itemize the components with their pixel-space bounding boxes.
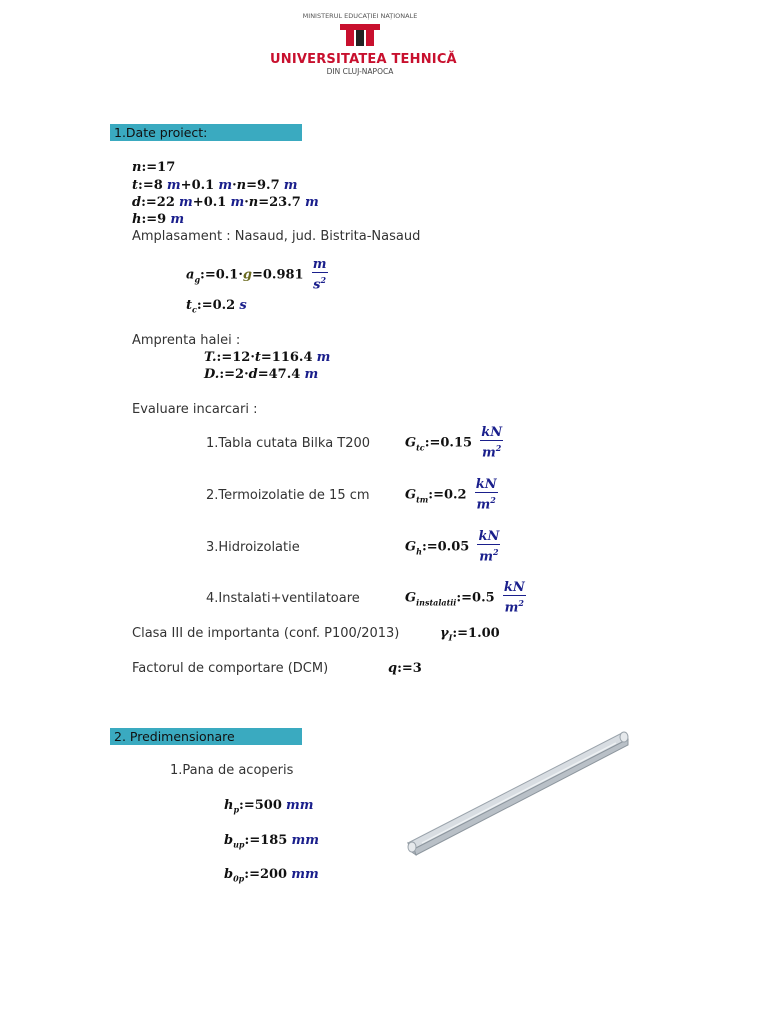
university-name: UNIVERSITATEA TEHNICĂ [270,52,457,67]
eq-t: t:=8 m+0.1 m·n=9.7 m [132,178,298,193]
eq-h: h:=9 m [132,212,185,227]
pana-subtitle: 1.Pana de acoperis [170,763,294,778]
amprenta-text: Amprenta halei : [132,333,241,348]
section-1-header: 1.Date proiect: [110,124,302,141]
clasa-text: Clasa III de importanta (conf. P100/2013) [132,626,400,641]
load-formula: $G_{tc}:=0.15$ $\frac{kN}{m^2}$ [405,425,503,461]
eq-bup: $b_{up}:=185$ mm [224,833,320,850]
eq-b0p: $b_{0p}:=200$ mm [224,867,319,884]
ministry-label: MINISTERUL EDUCAȚIEI NAȚIONALE [302,12,418,20]
eq-ag: $a_g:=0.1\cdot g=0.981$ $\frac{m}{s^2}$ [186,257,327,293]
load-label: 3.Hidroizolatie [206,540,300,555]
university-logo [270,12,457,76]
section-2-header: 2. Predimensionare [110,728,302,745]
eq-d: d:=22 m+0.1 m·n=23.7 m [132,195,319,210]
eq-T: T.:=12·t=116.4 m [204,350,331,365]
evaluare-text: Evaluare incarcari : [132,402,258,417]
eq-D: D.:=2·d=47.4 m [204,367,319,382]
university-city: DIN CLUJ-NAPOCA [326,67,394,76]
eq-tc: $t_c:=0.2$ s [186,298,247,315]
beam-illustration [400,725,635,860]
amplasament-text: Amplasament : Nasaud, jud. Bistrita-Nasaud [132,229,421,244]
eq-q: q:=3 [388,661,422,676]
load-formula: $G_{instalatii}:=0.5$ $\frac{kN}{m^2}$ [405,580,525,616]
logo-emblem-icon [338,22,382,48]
load-label: 2.Termoizolatie de 15 cm [206,488,370,503]
eq-gamma: $\gamma_I:=1.00$ [440,626,500,643]
eq-n: n:=17 [132,160,176,175]
factorul-text: Factorul de comportare (DCM) [132,661,329,676]
load-formula: $G_h:=0.05$ $\frac{kN}{m^2}$ [405,529,500,565]
load-formula: $G_{tm}:=0.2$ $\frac{kN}{m^2}$ [405,477,497,513]
load-label: 4.Instalati+ventilatoare [206,591,360,606]
load-label: 1.Tabla cutata Bilka T200 [206,436,371,451]
eq-hp: $h_p:=500$ mm [224,798,314,815]
